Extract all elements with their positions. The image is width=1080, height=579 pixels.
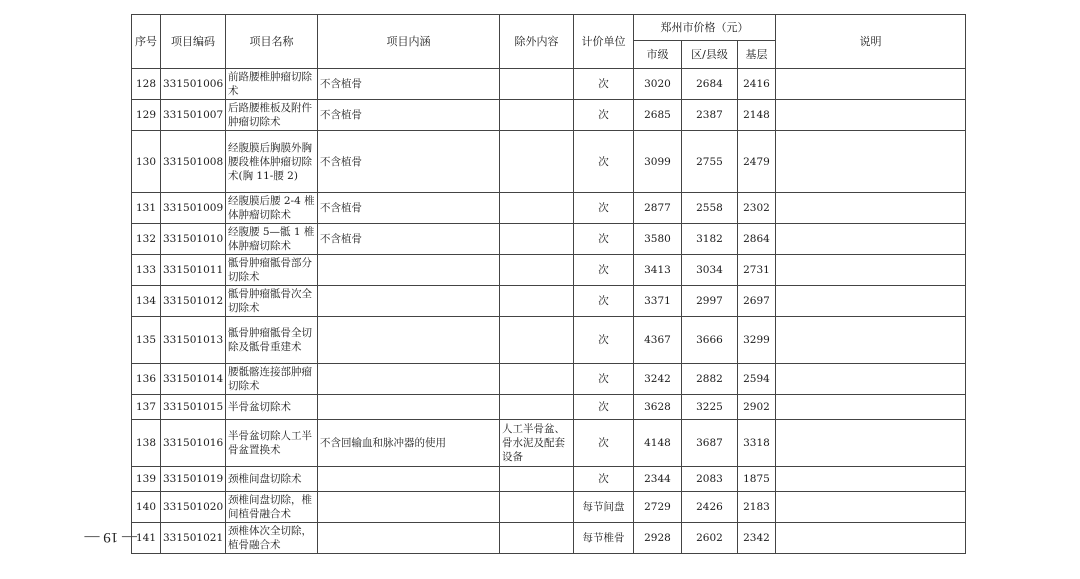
cell-code: 331501015 xyxy=(161,395,226,420)
table-row xyxy=(132,492,966,523)
header-name: 项目名称 xyxy=(226,15,318,69)
cell-name: 半骨盆切除术 xyxy=(226,395,318,420)
cell-district-price: 3666 xyxy=(682,317,738,364)
cell-grassroots-price: 2864 xyxy=(738,224,776,255)
cell-district-price: 2602 xyxy=(682,523,738,554)
cell-excluded xyxy=(500,364,574,395)
table-row xyxy=(132,224,966,255)
cell-name: 半骨盆切除人工半骨盆置换术 xyxy=(226,420,318,467)
header-district: 区/县级 xyxy=(682,41,738,69)
cell-grassroots-price: 3299 xyxy=(738,317,776,364)
cell-name: 经腹膜后腰 2-4 椎体肿瘤切除术 xyxy=(226,193,318,224)
cell-note xyxy=(776,100,966,131)
header-note: 说明 xyxy=(776,15,966,69)
header-content: 项目内涵 xyxy=(318,15,500,69)
cell-seq: 141 xyxy=(132,523,161,554)
cell-excluded xyxy=(500,317,574,364)
cell-excluded: 人工半骨盆、骨水泥及配套设备 xyxy=(500,420,574,467)
cell-seq: 139 xyxy=(132,467,161,492)
cell-name: 前路腰椎肿瘤切除术 xyxy=(226,69,318,100)
cell-content xyxy=(318,255,500,286)
cell-code: 331501014 xyxy=(161,364,226,395)
cell-name: 腰骶髂连接部肿瘤切除术 xyxy=(226,364,318,395)
cell-code: 331501007 xyxy=(161,100,226,131)
cell-city-price: 3628 xyxy=(634,395,682,420)
cell-unit: 次 xyxy=(574,131,634,193)
cell-unit: 次 xyxy=(574,224,634,255)
table-row xyxy=(132,193,966,224)
header-grassroots: 基层 xyxy=(738,41,776,69)
cell-code: 331501013 xyxy=(161,317,226,364)
header-seq: 序号 xyxy=(132,15,161,69)
cell-name: 经腹膜后胸膜外胸腰段椎体肿瘤切除术(胸 11-腰 2) xyxy=(226,131,318,193)
cell-seq: 137 xyxy=(132,395,161,420)
cell-excluded xyxy=(500,224,574,255)
cell-note xyxy=(776,224,966,255)
header-code: 项目编码 xyxy=(161,15,226,69)
header-price-group: 郑州市价格（元） xyxy=(634,15,776,41)
cell-excluded xyxy=(500,286,574,317)
table-row xyxy=(132,100,966,131)
cell-grassroots-price: 2416 xyxy=(738,69,776,100)
cell-unit: 每节间盘 xyxy=(574,492,634,523)
cell-code: 331501011 xyxy=(161,255,226,286)
cell-note xyxy=(776,492,966,523)
header-excluded: 除外内容 xyxy=(500,15,574,69)
cell-excluded xyxy=(500,100,574,131)
cell-unit: 次 xyxy=(574,255,634,286)
cell-note xyxy=(776,193,966,224)
cell-name: 颈椎体次全切除，植骨融合术 xyxy=(226,523,318,554)
cell-seq: 128 xyxy=(132,69,161,100)
cell-city-price: 3242 xyxy=(634,364,682,395)
table-row xyxy=(132,420,966,467)
cell-code: 331501016 xyxy=(161,420,226,467)
cell-city-price: 3580 xyxy=(634,224,682,255)
cell-seq: 134 xyxy=(132,286,161,317)
cell-district-price: 3034 xyxy=(682,255,738,286)
cell-code: 331501009 xyxy=(161,193,226,224)
cell-excluded xyxy=(500,131,574,193)
cell-unit: 次 xyxy=(574,286,634,317)
cell-grassroots-price: 2697 xyxy=(738,286,776,317)
table-row xyxy=(132,286,966,317)
cell-unit: 每节椎骨 xyxy=(574,523,634,554)
cell-name: 骶骨肿瘤骶骨全切除及骶骨重建术 xyxy=(226,317,318,364)
cell-excluded xyxy=(500,193,574,224)
cell-city-price: 2877 xyxy=(634,193,682,224)
cell-excluded xyxy=(500,492,574,523)
cell-seq: 131 xyxy=(132,193,161,224)
table-row xyxy=(132,255,966,286)
cell-note xyxy=(776,317,966,364)
cell-name: 后路腰椎板及附件肿瘤切除术 xyxy=(226,100,318,131)
cell-grassroots-price: 2183 xyxy=(738,492,776,523)
cell-name: 颈椎间盘切除术 xyxy=(226,467,318,492)
cell-city-price: 4148 xyxy=(634,420,682,467)
cell-district-price: 2882 xyxy=(682,364,738,395)
cell-grassroots-price: 1875 xyxy=(738,467,776,492)
table-body xyxy=(132,69,966,554)
cell-unit: 次 xyxy=(574,317,634,364)
cell-seq: 133 xyxy=(132,255,161,286)
cell-excluded xyxy=(500,467,574,492)
cell-content: 不含回输血和脉冲器的使用 xyxy=(318,420,500,467)
cell-excluded xyxy=(500,523,574,554)
cell-city-price: 3020 xyxy=(634,69,682,100)
cell-code: 331501010 xyxy=(161,224,226,255)
cell-city-price: 2928 xyxy=(634,523,682,554)
cell-district-price: 2387 xyxy=(682,100,738,131)
cell-seq: 136 xyxy=(132,364,161,395)
cell-district-price: 2558 xyxy=(682,193,738,224)
cell-code: 331501019 xyxy=(161,467,226,492)
cell-unit: 次 xyxy=(574,100,634,131)
table-row xyxy=(132,523,966,554)
page-number: — 19 — xyxy=(84,529,138,545)
cell-city-price: 4367 xyxy=(634,317,682,364)
cell-code: 331501020 xyxy=(161,492,226,523)
cell-city-price: 2729 xyxy=(634,492,682,523)
cell-district-price: 3687 xyxy=(682,420,738,467)
cell-content xyxy=(318,492,500,523)
cell-unit: 次 xyxy=(574,467,634,492)
cell-note xyxy=(776,131,966,193)
cell-district-price: 3225 xyxy=(682,395,738,420)
cell-excluded xyxy=(500,395,574,420)
cell-code: 331501008 xyxy=(161,131,226,193)
cell-unit: 次 xyxy=(574,395,634,420)
cell-note xyxy=(776,69,966,100)
cell-unit: 次 xyxy=(574,364,634,395)
cell-unit: 次 xyxy=(574,193,634,224)
cell-seq: 140 xyxy=(132,492,161,523)
cell-seq: 132 xyxy=(132,224,161,255)
cell-city-price: 3413 xyxy=(634,255,682,286)
cell-city-price: 2685 xyxy=(634,100,682,131)
cell-seq: 129 xyxy=(132,100,161,131)
cell-city-price: 3099 xyxy=(634,131,682,193)
cell-grassroots-price: 2731 xyxy=(738,255,776,286)
cell-district-price: 2755 xyxy=(682,131,738,193)
table-row xyxy=(132,364,966,395)
cell-district-price: 2083 xyxy=(682,467,738,492)
table-row xyxy=(132,131,966,193)
cell-unit: 次 xyxy=(574,69,634,100)
cell-district-price: 2426 xyxy=(682,492,738,523)
cell-grassroots-price: 2148 xyxy=(738,100,776,131)
cell-excluded xyxy=(500,255,574,286)
cell-name: 经腹腰 5—骶 1 椎体肿瘤切除术 xyxy=(226,224,318,255)
cell-content: 不含植骨 xyxy=(318,131,500,193)
cell-city-price: 3371 xyxy=(634,286,682,317)
cell-note xyxy=(776,467,966,492)
cell-excluded xyxy=(500,69,574,100)
cell-content: 不含植骨 xyxy=(318,224,500,255)
cell-content: 不含植骨 xyxy=(318,69,500,100)
cell-content: 不含植骨 xyxy=(318,100,500,131)
table-row xyxy=(132,395,966,420)
cell-name: 颈椎间盘切除，椎间植骨融合术 xyxy=(226,492,318,523)
cell-note xyxy=(776,255,966,286)
cell-city-price: 2344 xyxy=(634,467,682,492)
cell-content: 不含植骨 xyxy=(318,193,500,224)
table-row xyxy=(132,467,966,492)
cell-grassroots-price: 3318 xyxy=(738,420,776,467)
cell-content xyxy=(318,467,500,492)
header-city: 市级 xyxy=(634,41,682,69)
cell-grassroots-price: 2594 xyxy=(738,364,776,395)
cell-content xyxy=(318,317,500,364)
price-table xyxy=(131,14,966,554)
cell-note xyxy=(776,364,966,395)
table-row xyxy=(132,69,966,100)
header-unit: 计价单位 xyxy=(574,15,634,69)
cell-content xyxy=(318,395,500,420)
cell-grassroots-price: 2302 xyxy=(738,193,776,224)
cell-note xyxy=(776,286,966,317)
cell-grassroots-price: 2902 xyxy=(738,395,776,420)
cell-district-price: 2684 xyxy=(682,69,738,100)
cell-name: 骶骨肿瘤骶骨部分切除术 xyxy=(226,255,318,286)
cell-district-price: 3182 xyxy=(682,224,738,255)
cell-seq: 135 xyxy=(132,317,161,364)
cell-note xyxy=(776,420,966,467)
cell-code: 331501021 xyxy=(161,523,226,554)
cell-note xyxy=(776,523,966,554)
cell-grassroots-price: 2479 xyxy=(738,131,776,193)
table-row xyxy=(132,317,966,364)
cell-content xyxy=(318,286,500,317)
cell-content xyxy=(318,523,500,554)
cell-code: 331501006 xyxy=(161,69,226,100)
cell-content xyxy=(318,364,500,395)
cell-seq: 138 xyxy=(132,420,161,467)
cell-note xyxy=(776,395,966,420)
cell-seq: 130 xyxy=(132,131,161,193)
cell-name: 骶骨肿瘤骶骨次全切除术 xyxy=(226,286,318,317)
cell-code: 331501012 xyxy=(161,286,226,317)
cell-unit: 次 xyxy=(574,420,634,467)
cell-district-price: 2997 xyxy=(682,286,738,317)
cell-grassroots-price: 2342 xyxy=(738,523,776,554)
